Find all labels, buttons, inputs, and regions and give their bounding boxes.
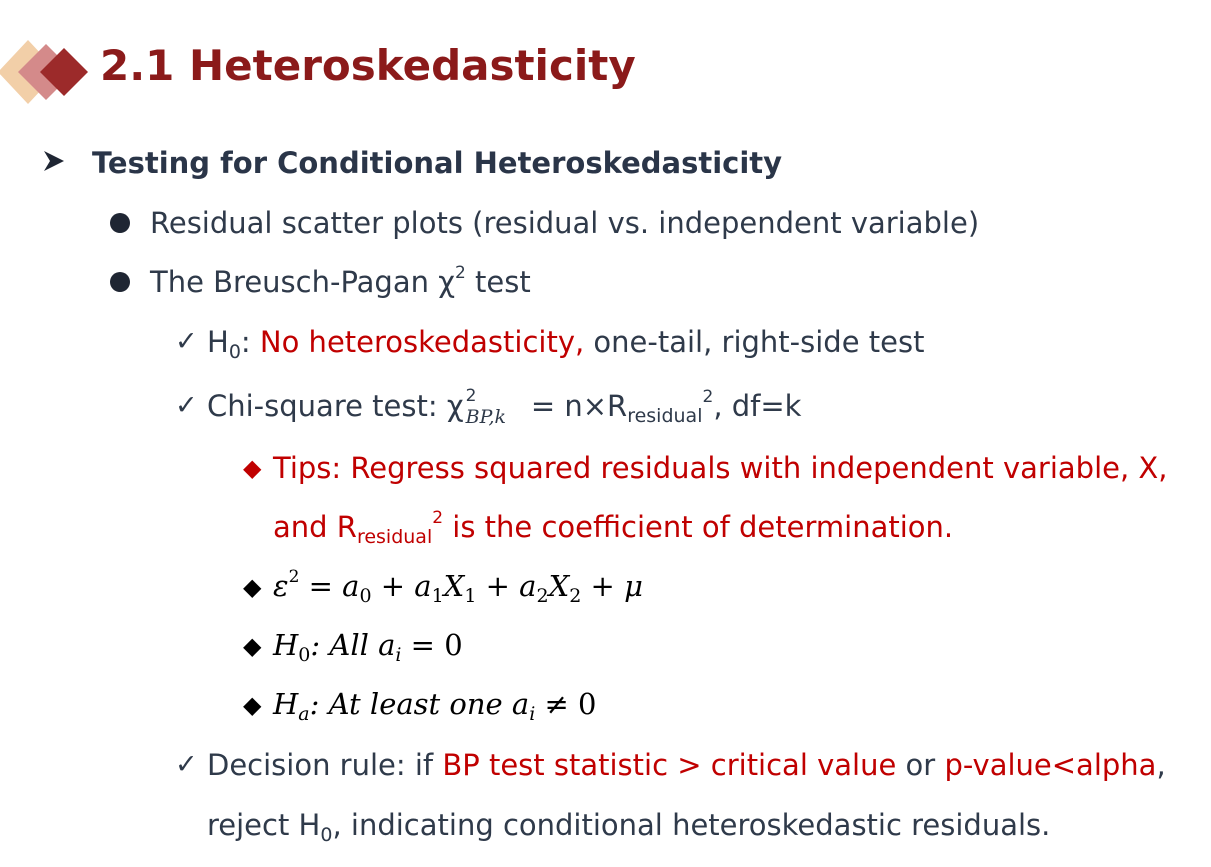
bullet-dot-icon — [110, 272, 130, 292]
tips-line-1: Tips: Regress squared residuals with independent variable, X, — [273, 451, 1168, 485]
diamond-bullet-icon: ◆ — [243, 632, 262, 660]
h0-emphasis: No heteroskedasticity, — [259, 325, 585, 359]
alternative-hypothesis: $H_a$: At least one $a_i \ne 0$ — [273, 687, 597, 725]
check-icon: ✓ — [175, 749, 198, 780]
bullet-scatter-plots: Residual scatter plots (residual vs. independent variable) — [150, 206, 980, 240]
diamond-bullet-icon: ◆ — [243, 454, 262, 482]
section-heading: Testing for Conditional Heteroskedasticity — [92, 146, 783, 180]
regression-equation: $\varepsilon^2 = a_0 + a_1X_1 + a_2X_2 + \mu$ — [273, 567, 643, 607]
arrowhead-bullet-icon — [43, 149, 65, 173]
page-title: 2.1 Heteroskedasticity — [100, 41, 636, 90]
chi-square-line: Chi-square test: χ 2 BP,k = $n\times R_{residual}^2$, df=k — [207, 386, 802, 428]
diamond-bullet-icon: ◆ — [243, 691, 262, 719]
bullet-dot-icon — [110, 213, 130, 233]
decision-rule-line-1: Decision rule: if BP test statistic > critical value or p-value<alpha, — [207, 748, 1166, 782]
null-hypothesis: $H_0$: All $a_i = 0$ — [273, 628, 463, 666]
check-icon: ✓ — [175, 326, 198, 357]
check-icon: ✓ — [175, 390, 198, 421]
bullet-breusch-pagan: The Breusch-Pagan $\chi^2$ test — [150, 263, 531, 299]
title-diamonds-logo — [0, 38, 96, 108]
decision-emphasis-1: BP test statistic > critical value — [442, 748, 897, 782]
decision-rule-line-2: reject $H_0$, indicating conditional heteroskedastic residuals. — [207, 808, 1051, 846]
tips-line-2: and $R_{residual}^2$ is the coefficient of determination. — [273, 508, 954, 548]
diamond-bullet-icon: ◆ — [243, 573, 262, 601]
h0-line: $H_0$: No heteroskedasticity, one-tail, right-side test — [207, 325, 925, 363]
decision-emphasis-2: p-value<alpha — [944, 748, 1157, 782]
